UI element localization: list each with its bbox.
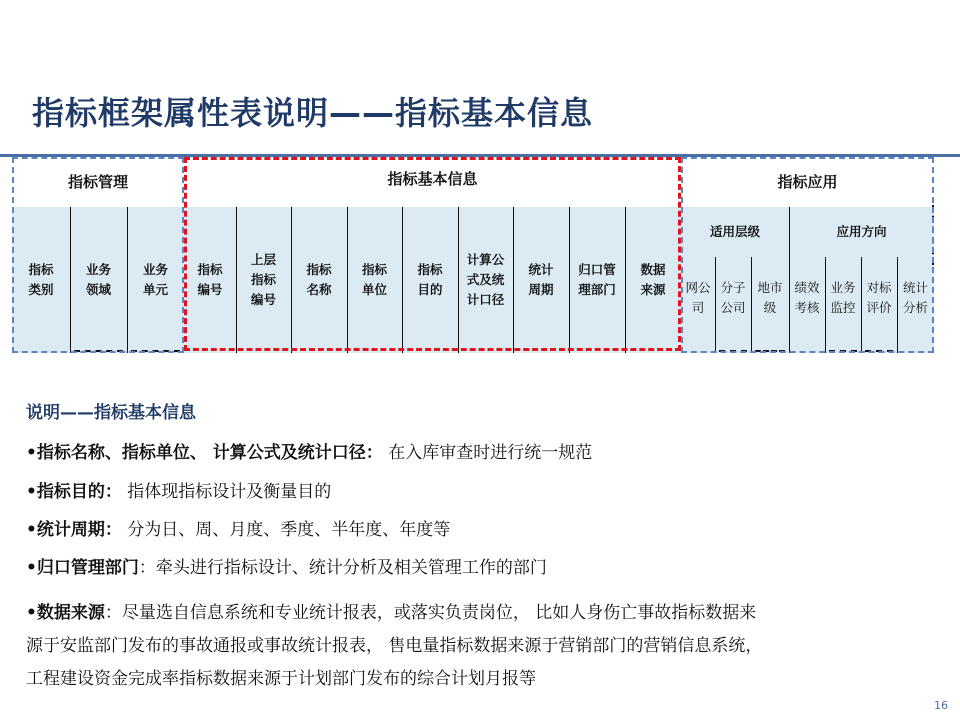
column-divider <box>751 257 752 353</box>
column-divider <box>127 207 128 353</box>
application-column: 对标 评价 <box>861 257 897 353</box>
basic-info-column: 指标 名称 <box>291 207 347 353</box>
note-item: •指标名称、指标单位、 计算公式及统计口径： 在入库审查时进行统一规范 <box>26 443 593 463</box>
page-number: 16 <box>934 699 948 712</box>
notes-heading: 说明——指标基本信息 <box>26 403 196 423</box>
note-item: •归口管理部门：牵头进行指标设计、统计分析及相关管理工作的部门 <box>26 558 547 578</box>
note-data-source-line: 源于安监部门发布的事故通报或事故统计报表， 售电量指标数据来源于营销部门的营销信息系统， <box>26 636 763 656</box>
column-divider <box>402 207 403 353</box>
management-column: 业务 领域 <box>70 207 127 353</box>
dashed-border-segment <box>74 350 123 352</box>
application-header: 指标应用 <box>681 157 934 207</box>
basic-info-column: 计算公 式及统 计口径 <box>458 207 513 353</box>
column-divider <box>715 257 716 353</box>
note-data-source: •数据来源：尽量选自信息系统和专业统计报表，或落实负责岗位， 比如人身伤亡事故指标数据来 <box>26 603 757 623</box>
column-divider <box>825 257 826 353</box>
application-column: 统计 分析 <box>897 257 934 353</box>
basic-info-column: 归口管 理部门 <box>569 207 625 353</box>
column-divider <box>789 207 790 257</box>
column-divider <box>458 207 459 353</box>
basic-info-header: 指标基本信息 <box>184 157 681 201</box>
management-column: 指标 类别 <box>12 207 70 353</box>
application-column: 网公 司 <box>681 257 715 353</box>
note-item: •指标目的： 指体现指标设计及衡量目的 <box>26 482 332 502</box>
note-data-source-line: 工程建设资金完成率指标数据来源于计划部门发布的综合计划月报等 <box>26 669 536 689</box>
column-divider <box>789 257 790 353</box>
column-divider <box>291 207 292 353</box>
basic-info-column: 数据 来源 <box>625 207 681 353</box>
column-divider <box>513 207 514 353</box>
application-direction-header: 应用方向 <box>789 207 934 257</box>
dashed-border-segment <box>719 350 747 352</box>
column-divider <box>347 207 348 353</box>
dashed-border-segment <box>865 350 893 352</box>
application-column: 绩效 考核 <box>789 257 825 353</box>
dashed-border-segment <box>755 350 785 352</box>
column-divider <box>236 207 237 353</box>
note-item: •统计周期： 分为日、周、月度、季度、半年度、年度等 <box>26 520 451 540</box>
slide-title: 指标框架属性表说明——指标基本信息 <box>32 94 594 132</box>
dashed-border-segment <box>932 205 934 265</box>
application-column: 分子 公司 <box>715 257 751 353</box>
application-column: 地市 级 <box>751 257 789 353</box>
basic-info-column: 指标 目的 <box>402 207 458 353</box>
application-column: 业务 监控 <box>825 257 861 353</box>
column-divider <box>569 207 570 353</box>
management-header: 指标管理 <box>12 157 184 207</box>
column-divider <box>861 257 862 353</box>
basic-info-column: 统计 周期 <box>513 207 569 353</box>
basic-info-column: 指标 单位 <box>347 207 402 353</box>
column-divider <box>897 257 898 353</box>
basic-info-column: 指标 编号 <box>184 207 236 353</box>
basic-info-column: 上层 指标 编号 <box>236 207 291 353</box>
dashed-border-segment <box>829 350 857 352</box>
dashed-border-segment <box>131 350 180 352</box>
management-column: 业务 单元 <box>127 207 184 353</box>
column-divider <box>625 207 626 353</box>
attribute-table <box>12 157 934 353</box>
column-divider <box>70 207 71 353</box>
applicable-level-header: 适用层级 <box>681 207 789 257</box>
